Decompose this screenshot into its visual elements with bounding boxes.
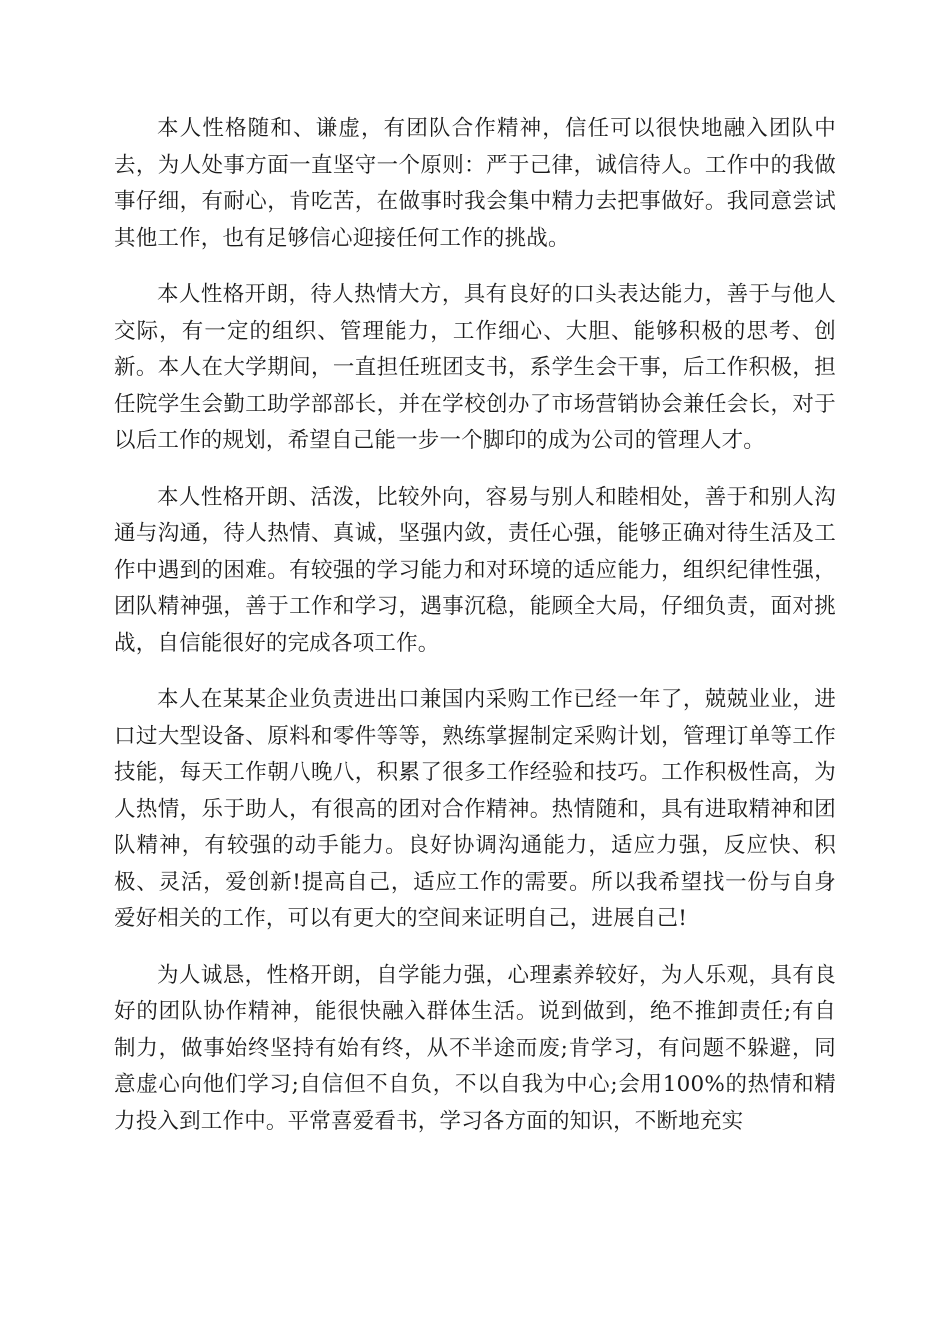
paragraph-5: 为人诚恳，性格开朗，自学能力强，心理素养较好，为人乐观，具有良好的团队协作精神，能很快融入群体生活。说到做到，绝不推卸责任;有自制力，做事始终坚持有始有终，从不半途而废;肯学习，有问题不躲避，同意虚心向他们学习;自信但不自负，不以自我为中心;会用100%的热情和精力投入到工作中。平常喜爱看书，学习各方面的知识，不断地充实: [114, 962, 836, 1134]
paragraph-1: 本人性格随和、谦虚，有团队合作精神，信任可以很快地融入团队中去，为人处事方面一直坚守一个原则：严于己律，诚信待人。工作中的我做事仔细，有耐心，肯吃苦，在做事时我会集中精力去把事做好。我同意尝试其他工作，也有足够信心迎接任何工作的挑战。: [114, 116, 836, 251]
document-body: [114, 111, 836, 1160]
paragraph-4: 本人在某某企业负责进出口兼国内采购工作已经一年了，兢兢业业，进口过大型设备、原料和零件等等，熟练掌握制定采购计划，管理订单等工作技能，每天工作朝八晚八，积累了很多工作经验和技巧。工作积极性高，为人热情，乐于助人，有很高的团对合作精神。热情随和，具有进取精神和团队精神，有较强的动手能力。良好协调沟通能力，适应力强，反应快、积极、灵活，爱创新!提高自己，适应工作的需要。所以我希望找一份与自身爱好相关的工作，可以有更大的空间来证明自己，进展自己!: [114, 687, 836, 931]
paragraph-3: 本人性格开朗、活泼，比较外向，容易与别人和睦相处，善于和别人沟通与沟通，待人热情、真诚，坚强内敛，责任心强，能够正确对待生活及工作中遇到的困难。有较强的学习能力和对环境的适应能力，组织纪律性强，团队精神强，善于工作和学习，遇事沉稳，能顾全大局，仔细负责，面对挑战，自信能很好的完成各项工作。: [114, 484, 836, 656]
paragraph-2: 本人性格开朗，待人热情大方，具有良好的口头表达能力，善于与他人交际，有一定的组织、管理能力，工作细心、大胆、能够积极的思考、创新。本人在大学期间，一直担任班团支书，系学生会干事，后工作积极，担任院学生会勤工助学部部长，并在学校创办了市场营销协会兼任会长，对于以后工作的规划，希望自己能一步一个脚印的成为公司的管理人才。: [114, 282, 836, 453]
